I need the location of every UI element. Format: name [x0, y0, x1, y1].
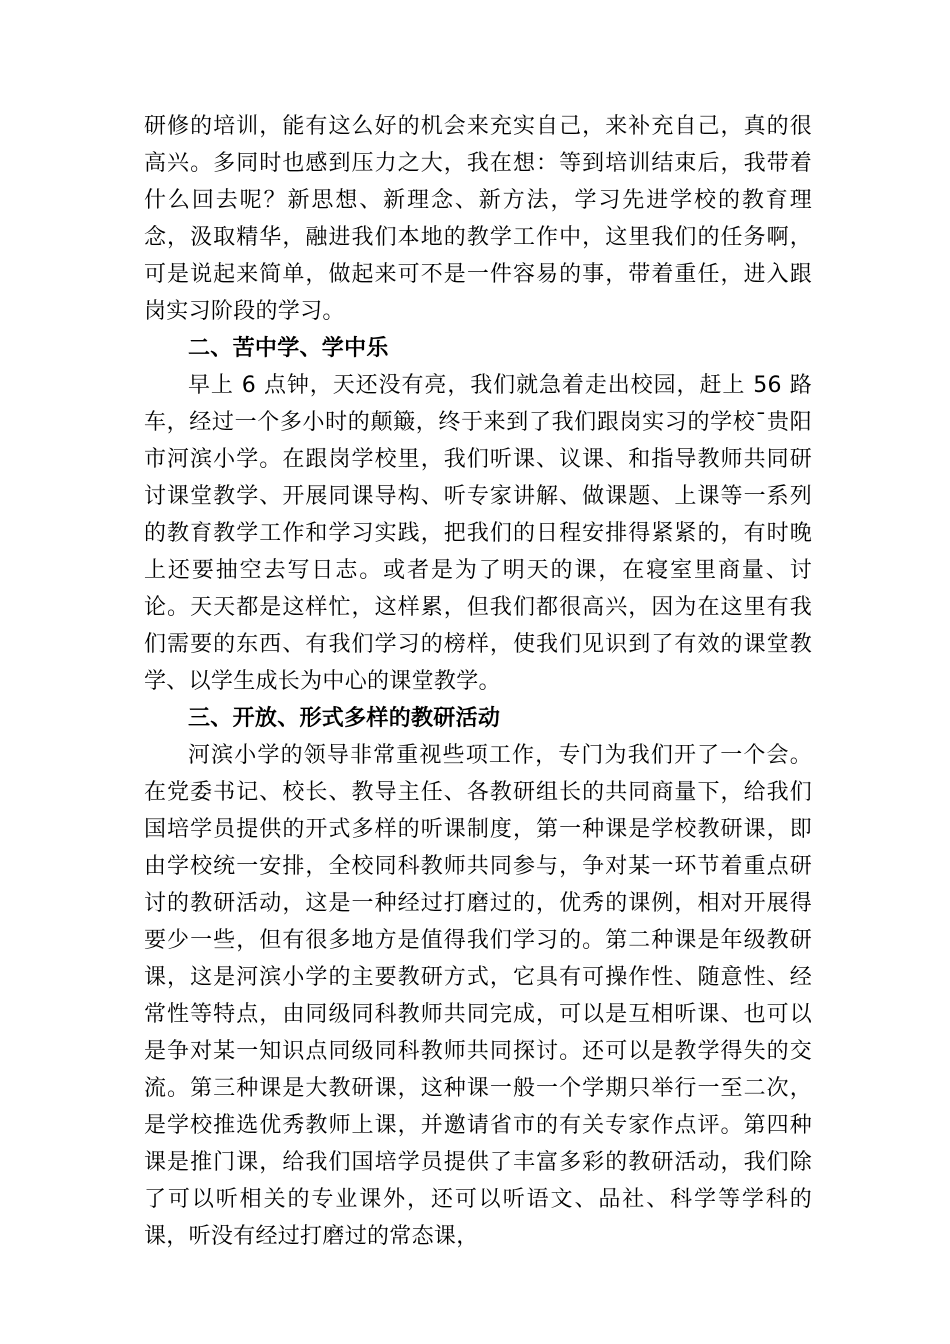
paragraph-section-2: 早上 6 点钟，天还没有亮，我们就急着走出校园，赶上 56 路车，经过一个多小时的颠簸，终于来到了我们跟岗实习的学校¯贵阳市河滨小学。在跟岗学校里，我们听课、议课、和指导教师共同研讨课堂教学、开展同课导构、听专家讲解、做课题、上课等一系列的教育教学工作和学习实践，把我们的日程安排得紧紧的，有时晚上还要抽空去写日志。或者是为了明天的课，在寝室里商量、讨论。天天都是这样忙，这样累，但我们都很高兴，因为在这里有我们需要的东西、有我们学习的榜样，使我们见识到了有效的课堂教学、以学生成长为中心的课堂教学。 — [144, 373, 812, 694]
paragraph-section-3: 河滨小学的领导非常重视些项工作，专门为我们开了一个会。在党委书记、校长、教导主任、各教研组长的共同商量下，给我们国培学员提供的开式多样的听课制度，第一种课是学校教研课，即由学校统一安排，全校同科教师共同参与，争对某一环节着重点研讨的教研活动，这是一种经过打磨过的，优秀的课例，相对开展得要少一些，但有很多地方是值得我们学习的。第二种课是年级教研课，这是河滨小学的主要教研方式，它具有可操作性、随意性、经常性等特点，由同级同科教师共同完成，可以是互相听课、也可以是争对某一知识点同级同科教师共同探讨。还可以是教学得失的交流。第三种课是大教研课，这种课一般一个学期只举行一至二次，是学校推选优秀教师上课，并邀请省市的有关专家作点评。第四种课是推门课，给我们国培学员提供了丰富多彩的教研活动，我们除了可以听相关的专业课外，还可以听语文、品社、科学等学科的课，听没有经过打磨过的常态课， — [144, 743, 812, 1249]
document-body — [144, 108, 812, 1255]
section-heading-3: 三、开放、形式多样的教研活动 — [188, 706, 501, 731]
paragraph-intro-continued: 研修的培训，能有这么好的机会来充实自己，来补充自己，真的很高兴。多同时也感到压力之大，我在想：等到培训结束后，我带着什么回去呢？新思想、新理念、新方法，学习先进学校的教育理念，汲取精华，融进我们本地的教学工作中，这里我们的任务啊，可是说起来简单，做起来可不是一件容易的事，带着重任，进入跟岗实习阶段的学习。 — [144, 114, 812, 324]
section-heading-2: 二、苦中学、学中乐 — [188, 336, 389, 361]
